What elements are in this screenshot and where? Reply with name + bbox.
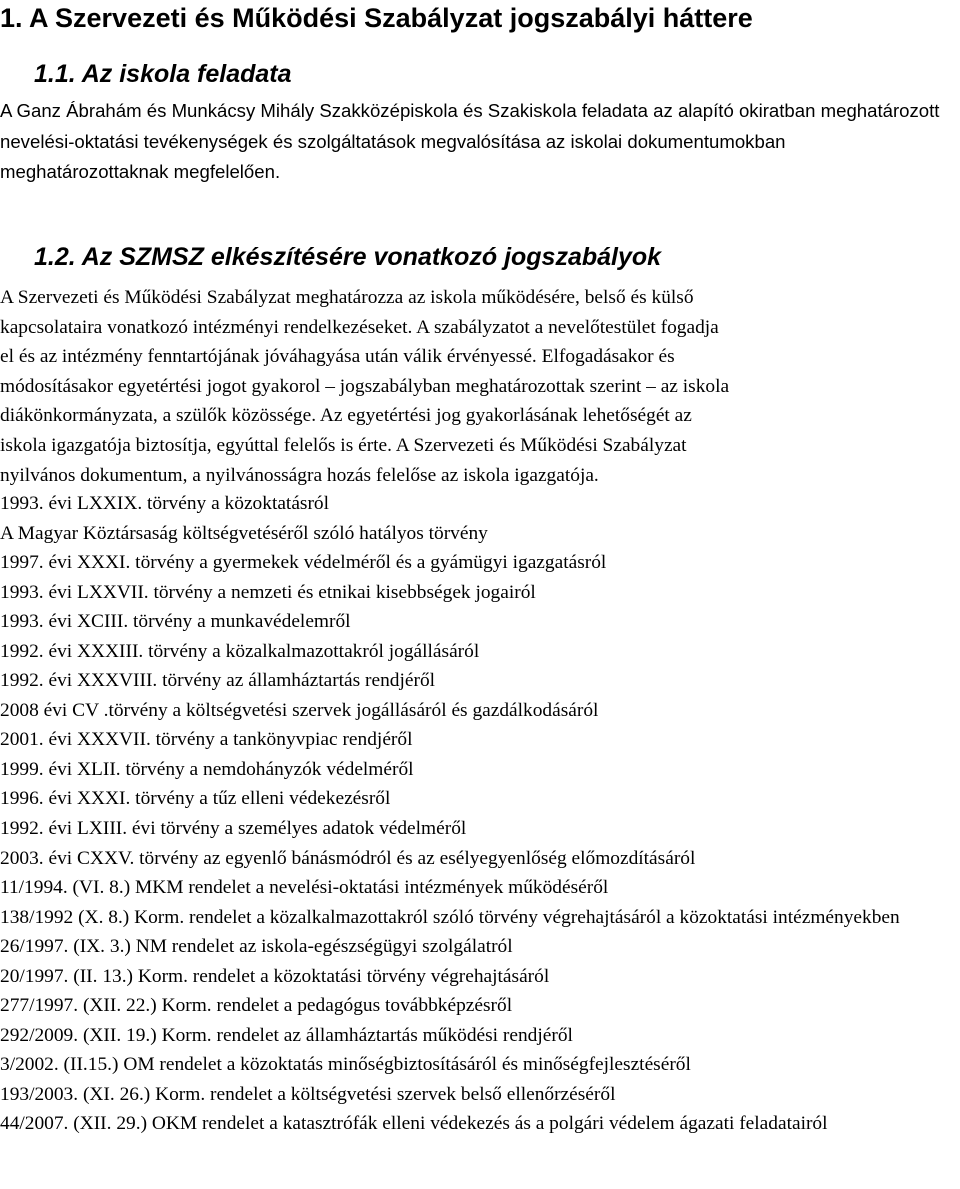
- paragraph-line: diákönkormányzata, a szülők közössége. Az egyetértési jog gyakorlásának lehetőségét az: [0, 405, 692, 427]
- legislation-item: 11/1994. (VI. 8.) MKM rendelet a nevelési-oktatási intézmények működéséről: [0, 877, 609, 899]
- section-1-2-title: 1.2. Az SZMSZ elkészítésére vonatkozó jogszabályok: [34, 243, 662, 271]
- legislation-item: 44/2007. (XII. 29.) OKM rendelet a katasztrófák elleni védekezés ás a polgári védelem ágazati feladatairól: [0, 1113, 828, 1135]
- chapter-heading: 1. A Szervezeti és Működési Szabályzat jogszabályi háttere: [0, 3, 753, 33]
- legislation-item: 1992. évi LXIII. évi törvény a személyes adatok védelméről: [0, 818, 467, 840]
- paragraph-line: nyilvános dokumentum, a nyilvánosságra hozás felelőse az iskola igazgatója.: [0, 464, 599, 486]
- legislation-item: 292/2009. (XII. 19.) Korm. rendelet az államháztartás működési rendjéről: [0, 1024, 573, 1046]
- legislation-item: 20/1997. (II. 13.) Korm. rendelet a közoktatási törvény végrehajtásáról: [0, 965, 550, 987]
- legislation-item: 1992. évi XXXVIII. törvény az államháztartás rendjéről: [0, 670, 436, 692]
- legislation-item: 1997. évi XXXI. törvény a gyermekek védelméről és a gyámügyi igazgatásról: [0, 552, 607, 574]
- legislation-item: 1993. évi LXXVII. törvény a nemzeti és etnikai kisebbségek jogairól: [0, 581, 536, 603]
- legislation-item: 193/2003. (XI. 26.) Korm. rendelet a költségvetési szervek belső ellenőrzéséről: [0, 1083, 616, 1105]
- legislation-item: 1993. évi LXXIX. törvény a közoktatásról: [0, 493, 330, 514]
- legislation-item: 2001. évi XXXVII. törvény a tankönyvpiac rendjéről: [0, 729, 413, 751]
- section-1-2-paragraph: [0, 283, 955, 490]
- legislation-list: [0, 489, 955, 1139]
- paragraph-line: A Szervezeti és Működési Szabályzat meghatározza az iskola működésére, belső és külső: [0, 287, 694, 308]
- paragraph-line: el és az intézmény fenntartójának jóváhagyása után válik érvényessé. Elfogadásakor és: [0, 346, 675, 368]
- legislation-item: 1999. évi XLII. törvény a nemdohányzók védelméről: [0, 758, 414, 780]
- legislation-item: 2008 évi CV .törvény a költségvetési szervek jogállásáról és gazdálkodásáról: [0, 699, 599, 721]
- legislation-item: A Magyar Köztársaság költségvetéséről szóló hatályos törvény: [0, 522, 488, 544]
- paragraph-line: módosításakor egyetértési jogot gyakorol – jogszabályban meghatározottak szerint – az iskola: [0, 375, 730, 397]
- legislation-item: 26/1997. (IX. 3.) NM rendelet az iskola-egészségügyi szolgálatról: [0, 936, 513, 958]
- legislation-item: 3/2002. (II.15.) OM rendelet a közoktatás minőségbiztosításáról és minőségfejlesztéséről: [0, 1054, 691, 1076]
- section-1-1-paragraph: A Ganz Ábrahám és Munkácsy Mihály Szakközépiskola és Szakiskola feladata az alapító okiratban meghatározott nevelési-oktatási tevékenységek és szolgáltatások megvalósítása az iskolai dokumentumokban meghatározottaknak megfelelően.: [0, 100, 940, 182]
- paragraph-line: kapcsolataira vonatkozó intézményi rendelkezéseket. A szabályzatot a nevelőtestület fogadja: [0, 316, 719, 338]
- legislation-item: 277/1997. (XII. 22.) Korm. rendelet a pedagógus továbbképzésről: [0, 995, 513, 1017]
- legislation-item: 1996. évi XXXI. törvény a tűz elleni védekezésről: [0, 788, 391, 810]
- paragraph-line: iskola igazgatója biztosítja, egyúttal felelős is érte. A Szervezeti és Működési Szabályzat: [0, 434, 687, 456]
- legislation-item: 1993. évi XCIII. törvény a munkavédelemről: [0, 611, 351, 633]
- section-1-1-title: 1.1. Az iskola feladata: [34, 60, 292, 88]
- legislation-item: 1992. évi XXXIII. törvény a közalkalmazottakról jogállásáról: [0, 640, 480, 662]
- legislation-item: 2003. évi CXXV. törvény az egyenlő bánásmódról és az esélyegyenlőség előmozdításáról: [0, 847, 696, 869]
- legislation-item: 138/1992 (X. 8.) Korm. rendelet a közalkalmazottakról szóló törvény végrehajtásáról a közoktatási intézményekben: [0, 906, 900, 928]
